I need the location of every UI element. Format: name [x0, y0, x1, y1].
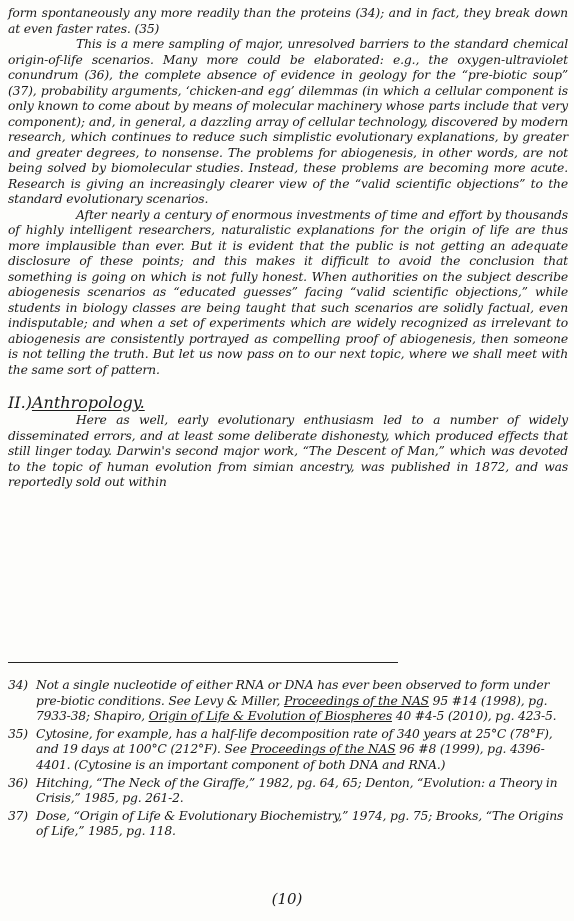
journal-title: Origin of Life & Evolution of Biospheres	[148, 709, 392, 724]
spacer	[8, 378, 568, 393]
paragraph-anthropology: Here as well, early evolutionary enthusiasm led to a number of widely disseminated errors, and at least some deliberate dishonesty, which produced effects that still linger today. Darwin's second major work, “The Descent of Man,” which was devoted to the topic of human evolution from simian ancestry, was published in 1872, and was reportedly sold out within	[8, 413, 568, 489]
paragraph-century: After nearly a century of enormous investments of time and effort by thousands of highly intelligent researchers, naturalistic explanations for the origin of life are thus more implausible than ever. But it is evident that the public is not getting an adequate disclosure of these points; and this makes it difficult to avoid the conclusion that something is going on which is not fully honest. When authorities on the subject describe abiogenesis scenarios as “educated guesses” facing “valid scientific objections,” while students in biology classes are being taught that such scenarios are solidly factual, even indisputable; and when a set of experiments which are widely recognized as irrelevant to abiogenesis are consistently portrayed as compelling proof of abiogenesis, then someone is not telling the truth. But let us now pass on to our next topic, where we shall meet with the same sort of pattern.	[8, 207, 568, 377]
section-number: II.)	[8, 393, 32, 412]
footnote-35	[8, 727, 572, 774]
footnote-text: Cytosine, for example, has a half-life decomposition rate of 340 years at 25°C (78°F), and 19 days at 100°C (212°F). See Proceedings of the NAS 96 #8 (1999), pg. 4396-4401. (Cytosine is an important component of both DNA and RNA.)	[36, 726, 553, 772]
section-title: Anthropology.	[31, 393, 145, 412]
footnote-number: 36)	[8, 775, 28, 790]
footnote-text: Hitching, “The Neck of the Giraffe,” 1982, pg. 64, 65; Denton, “Evolution: a Theory in Crisis,” 1985, pg. 261-2.	[36, 775, 558, 806]
footnote-34	[8, 678, 572, 725]
footnote-divider	[8, 662, 398, 663]
main-text	[8, 6, 568, 491]
journal-title: Proceedings of the NAS	[283, 693, 429, 708]
footnotes	[8, 678, 572, 842]
paragraph-continuation: form spontaneously any more readily than the proteins (34); and in fact, they break down at even faster rates. (35)	[8, 6, 568, 36]
page-number: (10)	[271, 890, 303, 908]
footnote-number: 35)	[8, 726, 28, 741]
footnote-36	[8, 776, 572, 807]
footnote-37	[8, 809, 572, 840]
footnote-text: Not a single nucleotide of either RNA or DNA has ever been observed to form under pre-biotic conditions. See Levy & Miller, Proceedings of the NAS 95 #14 (1998), pg. 7933-38; Shapiro, Origin of Life & Evolution of Biospheres 40 #4-5 (2010), pg. 423-5.	[36, 678, 557, 724]
paragraph-barriers: This is a mere sampling of major, unresolved barriers to the standard chemical origin-of-life scenarios. Many more could be elaborated: e.g., the oxygen-ultraviolet conundrum (36), the complete absence of evidence in geology for the “pre-biotic soup” (37), probability arguments, ‘chicken-and egg’ dilemmas (in which a cellular component is only known to come about by means of molecular machinery whose parts include that very component); and, in general, a dazzling array of cellular technology, discovered by modern research, which continues to reduce such simplistic evolutionary explanations, by greater and greater degrees, to nonsense. The problems for abiogenesis, in other words, are not being solved by biomolecular studies. Instead, these problems are becoming more acute. Research is giving an increasingly clearer view of the “valid scientific objections” to the standard evolutionary scenarios.	[8, 37, 568, 206]
footnote-number: 34)	[8, 678, 28, 692]
section-heading	[8, 393, 568, 413]
journal-title: Proceedings of the NAS	[250, 742, 396, 757]
footnote-text: Dose, “Origin of Life & Evolutionary Biochemistry,” 1974, pg. 75; Brooks, “The Origins of Life,” 1985, pg. 118.	[36, 808, 564, 839]
footnote-number: 37)	[8, 808, 28, 823]
